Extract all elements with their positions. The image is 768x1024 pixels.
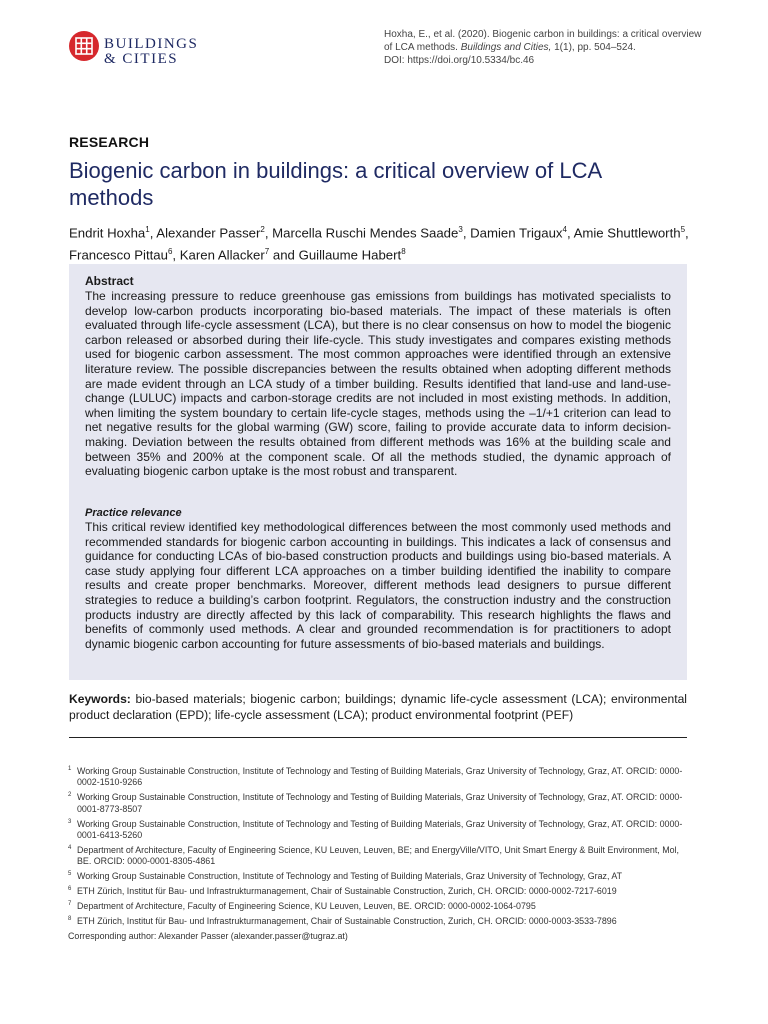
section-divider <box>69 737 687 738</box>
affiliation-item <box>68 871 688 882</box>
keywords-label: Keywords: <box>69 692 131 706</box>
affiliation-item <box>68 792 688 815</box>
affiliation-number: 5 <box>68 871 72 878</box>
affiliation-text: Working Group Sustainable Construction, Institute of Technology and Testing of Building Materials, Graz University of Technology, Graz, AT <box>77 871 623 882</box>
logo-wordmark-line1: BUILDINGS <box>104 36 199 52</box>
author-affiliation-marker: 5 <box>680 225 686 234</box>
affiliation-item <box>68 845 688 868</box>
corresponding-author: Corresponding author: Alexander Passer (alexander.passer@tugraz.at) <box>68 930 348 941</box>
affiliation-number: 1 <box>68 766 72 772</box>
author-affiliation-marker: 3 <box>458 225 463 234</box>
affiliation-number: 8 <box>68 915 72 922</box>
citation-doi-link[interactable]: DOI: https://doi.org/10.5334/bc.46 <box>384 55 535 66</box>
affiliation-number: 7 <box>68 901 72 908</box>
affiliation-item <box>68 916 688 927</box>
author-separator: , <box>264 225 273 241</box>
author-name: Guillaume Habert <box>298 247 402 263</box>
citation-text: Hoxha, E., et al. (2020). Biogenic carbon in buildings: a critical overview of LCA methods. <box>384 29 702 53</box>
keywords-block <box>69 692 687 723</box>
citation-block <box>384 28 704 67</box>
affiliation-text: Department of Architecture, Faculty of Engineering Science, KU Leuven, Leuven, BE; and EnergyVille/VITO, Unit Smart Energy & Built Environment, Mol, BE. ORCID: 0000-0001-8305-4861 <box>77 844 679 867</box>
author-separator: , <box>462 225 471 241</box>
author-name: Damien Trigaux <box>470 225 563 241</box>
author-name: Alexander Passer <box>156 225 261 241</box>
affiliation-item <box>68 886 688 897</box>
author-separator: , <box>172 247 180 263</box>
author-affiliation-marker: 8 <box>401 246 406 256</box>
affiliation-number: 4 <box>68 844 72 851</box>
affiliation-text: ETH Zürich, Institut für Bau- und Infrastrukturmanagement, Chair of Sustainable Construction, Zurich, CH. ORCID: 0000-0002-7217-6019 <box>77 886 617 897</box>
author-affiliation-marker: 2 <box>260 225 265 234</box>
affiliation-item <box>68 901 688 912</box>
affiliation-text: ETH Zürich, Institut für Bau- und Infrastrukturmanagement, Chair of Sustainable Construction, Zurich, CH. ORCID: 0000-0003-3533-7896 <box>77 915 617 926</box>
logo-wordmark-line2: & CITIES <box>104 51 179 67</box>
article-title: Biogenic carbon in buildings: a critical overview of LCA methods <box>69 158 601 210</box>
author-separator: , <box>566 225 574 241</box>
affiliation-text: Department of Architecture, Faculty of Engineering Science, KU Leuven, Leuven, BE. ORCID: 0000-0002-1064-0795 <box>77 901 536 912</box>
affiliation-item <box>68 819 688 842</box>
abstract-text: The increasing pressure to reduce greenhouse gas emissions from buildings has motivated specialists to develop low-carbon products incorporating bio-based materials. The impact of these materials is often evaluated through life-cycle assessment (LCA), but there is no clear consensus on how to model the biogenic carbon released or absorbed during their life-cycle. This study investigates and compares existing methods used for biogenic carbon assessment. The most common approaches were identified through an extensive literature review. The possible discrepancies between the results obtained when adopting different methods are made evident through an LCA study of a timber building. Results identified that land-use and land-use-change (LULUC) impacts and carbon-storage credits are not included in most existing methods. In addition, when limiting the system boundary to certain life-cycle stages, methods using the –1/+1 criterion can lead to net negative results for the global warming (GW) score, failing to provide accurate data to inform decision-making. Deviation between the results obtained from different methods was 16% at the building scale and between 35% and 200% at the component scale. Of all the methods studied, the dynamic approach of evaluating biogenic carbon uptake is the most robust and transparent. <box>85 289 671 479</box>
affiliation-number: 3 <box>68 818 72 825</box>
practice-relevance-heading: Practice relevance <box>85 507 182 519</box>
abstract-panel <box>69 264 687 680</box>
author-name: Francesco Pittau <box>69 247 168 263</box>
journal-logo <box>68 30 208 74</box>
author-separator: and <box>269 247 299 263</box>
affiliation-text: Working Group Sustainable Construction, Institute of Technology and Testing of Building Materials, Graz University of Technology, Graz, AT. ORCID: 0000-0002-1510-9266 <box>77 766 683 788</box>
affiliation-item <box>68 766 688 789</box>
practice-relevance-text: This critical review identified key methodological differences between the most commonly used methods and recommended standards for biogenic carbon accounting in buildings. This indicates a lack of consensus and guidance for conducting LCAs of bio-based construction products and buildings using bio-based materials. A case study applying four different LCA approaches on a timber building identified the inability to compare results and create proper benchmarks. Moreover, different methods lead designers to pursue different strategies to reduce a building’s carbon footprint. Regulators, the construction industry and the construction products industry are directly affected by this lack of comparability. This research highlights the flaws and benefits of commonly used methods. A clear and grounded recommendation is for practitioners to adopt dynamic biogenic carbon accounting for future assessments of bio-based materials and buildings. <box>85 520 671 651</box>
logo-emblem-icon <box>68 30 100 62</box>
author-name: Endrit Hoxha <box>69 225 146 241</box>
author-affiliation-marker: 4 <box>562 225 567 234</box>
author-affiliation-marker: 7 <box>264 246 270 256</box>
author-separator: , <box>685 225 689 241</box>
section-label: RESEARCH <box>69 134 150 150</box>
author-affiliation-marker: 6 <box>167 246 173 256</box>
citation-volume-pages: 1(1), pp. 504–524. <box>554 42 636 53</box>
author-name: Marcella Ruschi Mendes Saade <box>272 225 459 241</box>
affiliation-text: Working Group Sustainable Construction, Institute of Technology and Testing of Building Materials, Graz University of Technology, Graz, AT. ORCID: 0000-0001-6413-5260 <box>77 818 683 841</box>
affiliation-items <box>68 766 688 927</box>
affiliation-number: 6 <box>68 886 72 893</box>
author-name: Amie Shuttleworth <box>573 225 681 241</box>
author-affiliation-marker: 1 <box>145 225 150 234</box>
affiliation-number: 2 <box>68 792 72 799</box>
citation-journal: Buildings and Cities, <box>460 42 552 53</box>
author-separator: , <box>149 225 157 241</box>
author-name: Karen Allacker <box>179 247 265 263</box>
affiliation-text: Working Group Sustainable Construction, Institute of Technology and Testing of Building Materials, Graz University of Technology, Graz, AT. ORCID: 0000-0001-8773-8507 <box>77 792 683 814</box>
author-list <box>69 221 689 265</box>
abstract-heading: Abstract <box>85 274 134 288</box>
affiliations-list <box>68 766 688 942</box>
keywords-text: bio-based materials; biogenic carbon; buildings; dynamic life-cycle assessment (LCA); environmental product declaration (EPD); life-cycle assessment (LCA); product environmental footprint (PEF) <box>69 692 687 722</box>
